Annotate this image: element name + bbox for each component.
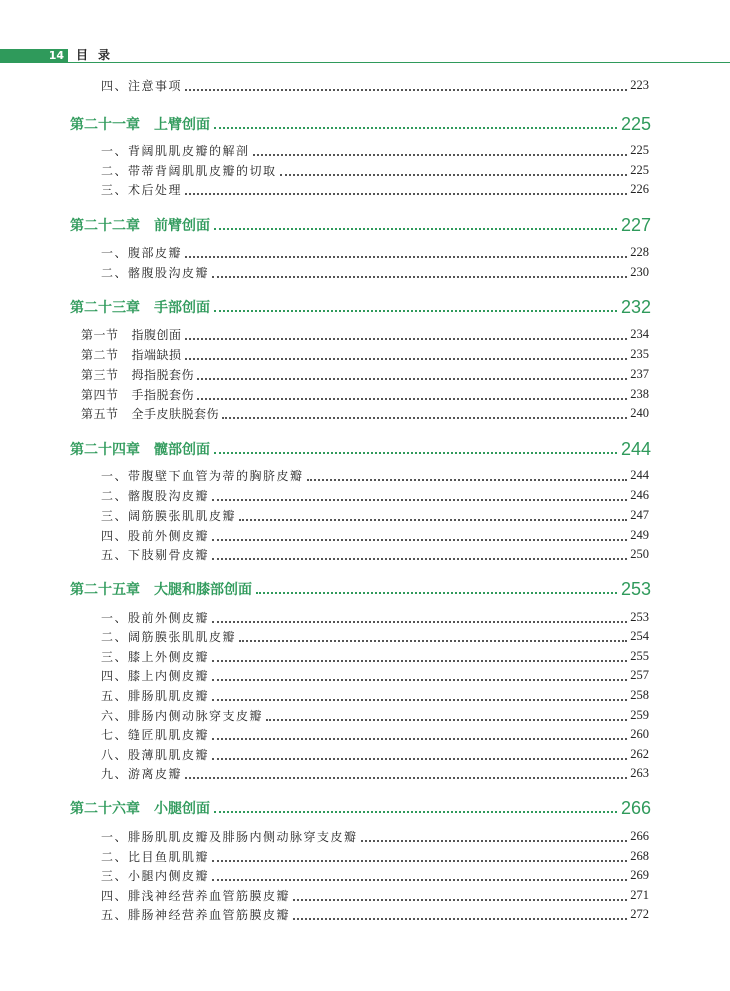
entry-page: 225	[630, 162, 649, 177]
entry-label: 四、膝上内侧皮瓣	[101, 668, 210, 683]
leader-dots	[266, 718, 627, 721]
toc-chapter[interactable]	[70, 438, 651, 460]
toc-entry[interactable]	[101, 487, 649, 503]
toc-entry[interactable]	[101, 887, 649, 903]
toc-entry[interactable]	[101, 707, 649, 723]
leader-dots	[185, 776, 627, 779]
entry-label: 四、腓浅神经营养血管筋膜皮瓣	[101, 888, 291, 903]
entry-page: 250	[630, 546, 649, 561]
leader-dots	[185, 337, 628, 340]
chapter-number: 第二十六章	[70, 801, 140, 817]
toc-entry[interactable]	[101, 244, 649, 260]
toc-entry[interactable]	[101, 181, 649, 197]
entry-label: 三、阔筋膜张肌肌皮瓣	[101, 508, 237, 523]
chapter-page: 227	[620, 214, 651, 235]
section-page: 235	[630, 346, 649, 361]
toc-section[interactable]	[81, 386, 649, 402]
section-page: 237	[630, 366, 649, 381]
entry-page: 266	[630, 828, 649, 843]
section-label: 第二节	[81, 347, 119, 362]
toc-chapter[interactable]	[70, 296, 651, 318]
leader-dots	[212, 557, 627, 560]
entry-label: 一、腓肠肌肌皮瓣及腓肠内侧动脉穿支皮瓣	[101, 829, 358, 844]
leader-dots	[253, 153, 628, 156]
entry-page: 272	[630, 906, 649, 921]
toc-entry[interactable]	[101, 746, 649, 762]
toc-entry[interactable]	[101, 609, 649, 625]
entry-label: 三、术后处理	[101, 182, 183, 197]
leader-dots	[197, 377, 627, 380]
entry-label: 二、髂腹股沟皮瓣	[101, 265, 210, 280]
leader-dots	[212, 498, 627, 501]
leader-dots	[212, 678, 627, 681]
leader-dots	[214, 227, 617, 230]
entry-label: 二、比目鱼肌肌瓣	[101, 849, 210, 864]
leader-dots	[307, 478, 628, 481]
entry-label: 二、髂腹股沟皮瓣	[101, 488, 210, 503]
toc-section[interactable]	[81, 326, 649, 342]
toc-entry[interactable]	[101, 648, 649, 664]
entry-page: 269	[630, 867, 649, 882]
leader-dots	[212, 275, 627, 278]
entry-label: 一、带腹壁下血管为蒂的胸脐皮瓣	[101, 468, 304, 483]
leader-dots	[212, 757, 627, 760]
entry-page: 226	[630, 181, 649, 196]
leader-dots	[212, 620, 627, 623]
leader-dots	[212, 698, 627, 701]
entry-page: 230	[630, 264, 649, 279]
leader-dots	[185, 88, 627, 91]
section-label: 第三节	[81, 367, 119, 382]
leader-dots	[293, 917, 627, 920]
chapter-page: 225	[620, 113, 651, 134]
chapter-title: 手部创面	[154, 300, 210, 316]
entry-page: 225	[630, 142, 649, 157]
entry-label: 四、股前外侧皮瓣	[101, 528, 210, 543]
chapter-title: 髋部创面	[154, 442, 210, 458]
toc-entry[interactable]	[101, 162, 649, 178]
entry-label: 一、背阔肌肌皮瓣的解剖	[101, 143, 250, 158]
entry-page: 259	[630, 707, 649, 722]
entry-label: 八、股薄肌肌皮瓣	[101, 747, 210, 762]
leader-dots	[185, 192, 627, 195]
entry-page: 262	[630, 746, 649, 761]
section-label: 第一节	[81, 327, 119, 342]
section-page: 234	[630, 326, 649, 341]
leader-dots	[185, 255, 627, 258]
section-label: 第四节	[81, 387, 119, 402]
entry-label: 二、阔筋膜张肌肌皮瓣	[101, 629, 237, 644]
toc-entry[interactable]	[101, 867, 649, 883]
entry-page: 254	[630, 628, 649, 643]
leader-dots	[256, 591, 617, 594]
toc-entry[interactable]	[101, 527, 649, 543]
entry-page: 253	[630, 609, 649, 624]
toc-chapter[interactable]	[70, 214, 651, 236]
leader-dots	[185, 357, 628, 360]
entry-label: 三、小腿内侧皮瓣	[101, 868, 210, 883]
entry-label: 五、腓肠神经营养血管筋膜皮瓣	[101, 907, 291, 922]
section-page: 240	[630, 405, 649, 420]
toc-entry[interactable]	[101, 467, 649, 483]
section-page: 238	[630, 386, 649, 401]
toc-entry[interactable]	[101, 848, 649, 864]
toc-entry[interactable]	[101, 726, 649, 742]
leader-dots	[293, 898, 627, 901]
entry-page: 271	[630, 887, 649, 902]
leader-dots	[214, 309, 617, 312]
toc-entry[interactable]	[101, 77, 649, 93]
entry-page: 247	[630, 507, 649, 522]
section-title: 指端缺损	[131, 347, 182, 362]
toc-entry[interactable]	[101, 507, 649, 523]
entry-page: 223	[630, 77, 649, 92]
leader-dots	[212, 659, 627, 662]
entry-label: 五、腓肠肌肌皮瓣	[101, 688, 210, 703]
toc-entry[interactable]	[101, 687, 649, 703]
entry-label: 九、游离皮瓣	[101, 766, 183, 781]
leader-dots	[212, 538, 627, 541]
entry-label: 二、带蒂背阔肌肌皮瓣的切取	[101, 163, 277, 178]
entry-page: 228	[630, 244, 649, 259]
toc-entry[interactable]	[101, 667, 649, 683]
entry-label: 五、下肢剔骨皮瓣	[101, 547, 210, 562]
header-title: 目录	[76, 48, 121, 62]
toc-entry[interactable]	[101, 828, 649, 844]
entry-page: 246	[630, 487, 649, 502]
leader-dots	[214, 451, 617, 454]
toc-entry[interactable]	[101, 142, 649, 158]
entry-label: 一、股前外侧皮瓣	[101, 610, 210, 625]
entry-page: 258	[630, 687, 649, 702]
toc-entry[interactable]	[101, 765, 649, 781]
leader-dots	[212, 859, 627, 862]
chapter-number: 第二十一章	[70, 117, 140, 133]
leader-dots	[239, 639, 627, 642]
entry-label: 三、膝上外侧皮瓣	[101, 649, 210, 664]
entry-page: 260	[630, 726, 649, 741]
chapter-page: 244	[620, 438, 651, 459]
toc-section[interactable]	[81, 405, 649, 421]
chapter-title: 大腿和膝部创面	[154, 582, 252, 598]
chapter-title: 前臂创面	[154, 218, 210, 234]
toc-entry[interactable]	[101, 628, 649, 644]
toc-section[interactable]	[81, 366, 649, 382]
chapter-number: 第二十二章	[70, 218, 140, 234]
section-title: 全手皮肤脱套伤	[131, 406, 220, 421]
chapter-number: 第二十五章	[70, 582, 140, 598]
chapter-number: 第二十四章	[70, 442, 140, 458]
leader-dots	[361, 839, 628, 842]
section-label: 第五节	[81, 406, 119, 421]
toc-entry[interactable]	[101, 906, 649, 922]
entry-page: 257	[630, 667, 649, 682]
page-number-badge: 14	[0, 49, 68, 63]
toc-section[interactable]	[81, 346, 649, 362]
leader-dots	[212, 737, 627, 740]
chapter-page: 266	[620, 797, 651, 818]
toc-chapter[interactable]	[70, 797, 651, 819]
entry-page: 249	[630, 527, 649, 542]
chapter-page: 253	[620, 578, 651, 599]
leader-dots	[214, 810, 617, 813]
chapter-title: 小腿创面	[154, 801, 210, 817]
toc-entry[interactable]	[101, 546, 649, 562]
toc-chapter[interactable]	[70, 578, 651, 600]
leader-dots	[197, 397, 627, 400]
chapter-title: 上臂创面	[154, 117, 210, 133]
entry-page: 268	[630, 848, 649, 863]
toc-chapter[interactable]	[70, 113, 651, 135]
entry-page: 244	[630, 467, 649, 482]
chapter-page: 232	[620, 296, 651, 317]
entry-label: 七、缝匠肌肌皮瓣	[101, 727, 210, 742]
leader-dots	[222, 416, 627, 419]
chapter-number: 第二十三章	[70, 300, 140, 316]
section-title: 拇指脱套伤	[131, 367, 195, 382]
entry-page: 263	[630, 765, 649, 780]
entry-label: 四、注意事项	[101, 78, 183, 93]
leader-dots	[280, 173, 628, 176]
section-title: 指腹创面	[131, 327, 182, 342]
toc-entry[interactable]	[101, 264, 649, 280]
leader-dots	[212, 878, 627, 881]
entry-label: 一、腹部皮瓣	[101, 245, 183, 260]
entry-label: 六、腓肠内侧动脉穿支皮瓣	[101, 708, 264, 723]
entry-page: 255	[630, 648, 649, 663]
section-title: 手指脱套伤	[131, 387, 195, 402]
leader-dots	[214, 126, 617, 129]
leader-dots	[239, 518, 627, 521]
